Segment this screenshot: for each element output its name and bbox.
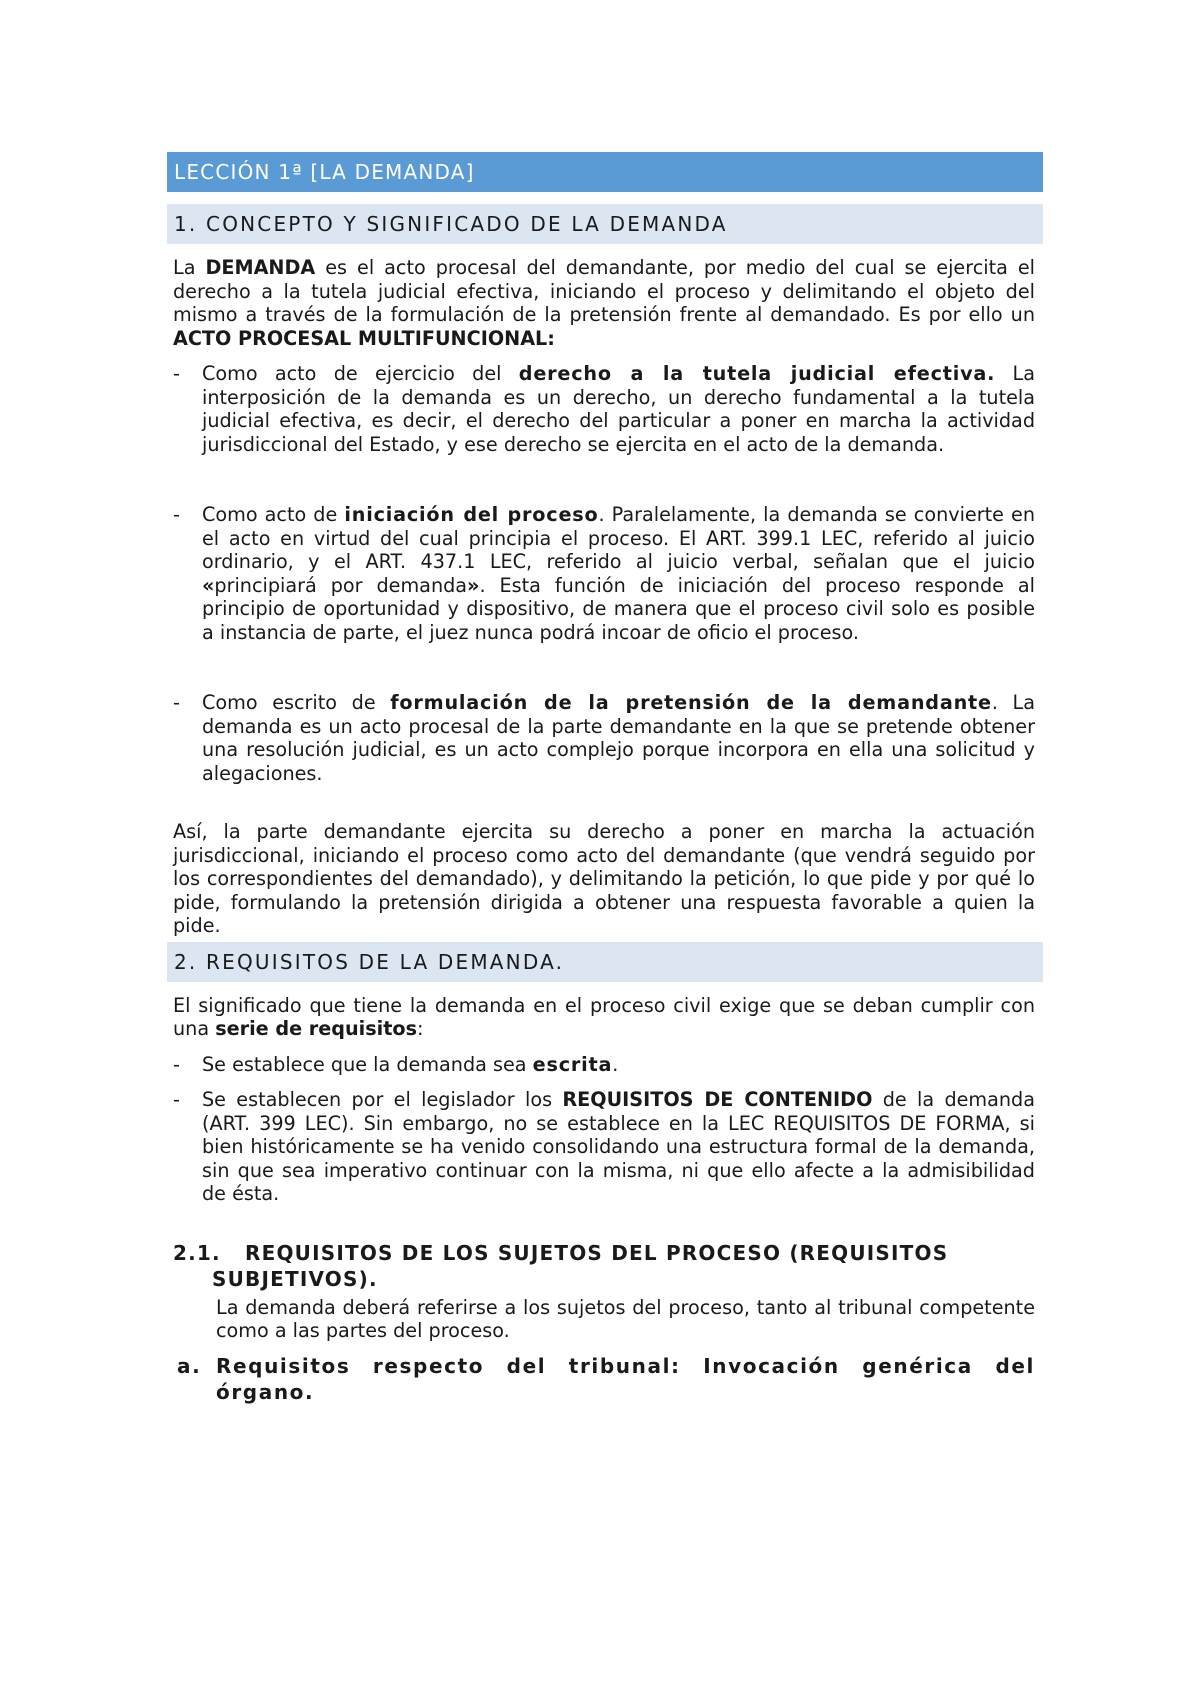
section-1-intro <box>167 256 1043 350</box>
bullet-bold: iniciación del proceso <box>344 503 599 526</box>
bullet-dash: - <box>173 503 180 526</box>
section-2-heading <box>167 942 1043 982</box>
bullet-item <box>167 362 1043 456</box>
section-1-heading <box>167 204 1043 244</box>
bullet-bold: escrita <box>532 1052 613 1076</box>
section-2-intro <box>167 994 1043 1041</box>
bullet-bold: REQUISITOS DE CONTENIDO <box>562 1088 873 1111</box>
section-1-closing: Así, la parte demandante ejercita su derecho a poner en marcha la actuación jurisdiccional, iniciando el proceso como acto del demandante (que vendrá seguido por los correspondientes del demandado), y delimitando la petición, lo que pide y por qué lo pide, formulando la pretensión dirigida a obtener una respuesta favorable a quien la pide. <box>173 820 1035 937</box>
lesson-title: LECCIÓN 1ª [LA DEMANDA] <box>174 160 475 184</box>
item-a-title: Requisitos respecto del tribunal: Invocación genérica del órgano. <box>216 1353 1035 1404</box>
section-2-title: 2. REQUISITOS DE LA DEMANDA. <box>174 949 565 974</box>
intro-text-2: : <box>417 1017 424 1040</box>
bullet-item <box>167 1088 1043 1206</box>
bullet-text: . <box>612 1052 619 1076</box>
bullet-text: Como acto de <box>202 503 345 526</box>
bullet-dash: - <box>173 1052 180 1076</box>
subsection-2-1-heading <box>167 1240 1043 1292</box>
bullet-text: principiará por demanda <box>214 573 468 597</box>
bullet-bold-quote: « <box>202 573 215 597</box>
bullet-text: Se establecen por el legislador los <box>202 1088 563 1111</box>
item-a-heading <box>167 1353 1043 1405</box>
bullet-dash: - <box>173 362 180 385</box>
bullet-bold: formulación de la pretensión de la demandante <box>390 691 992 714</box>
document-content <box>167 152 1043 1405</box>
intro-text-1: La <box>173 256 206 279</box>
bullet-bold-quote: » <box>467 573 480 597</box>
bullet-dash: - <box>173 1088 180 1111</box>
lesson-title-bar <box>167 152 1043 192</box>
item-letter: a. <box>177 1353 202 1378</box>
subsection-title-line-1: REQUISITOS DE LOS SUJETOS DEL PROCESO (REQUISITOS <box>245 1240 949 1265</box>
intro-text-2: es el acto procesal del demandante, por medio del cual se ejercita el derecho a la tutela judicial efectiva, iniciando el proceso y delimitando el objeto del mismo a través de la formulación de la pretensión frente al demandado. Es por ello un <box>173 256 1035 326</box>
subsection-number: 2.1. <box>173 1240 221 1265</box>
section-1-title: 1. CONCEPTO Y SIGNIFICADO DE LA DEMANDA <box>174 212 728 236</box>
bullet-text: de la demanda (ART. 399 LEC). Sin embargo, no se establece en la LEC REQUISITOS DE FORMA, si bien históricamente se ha venido consolidando una estructura formal de la demanda, sin que sea imperativo continuar con la misma, ni que ello afecte a la admisibilidad de ésta. <box>202 1088 1035 1205</box>
intro-bold-requisitos: serie de requisitos <box>215 1017 418 1040</box>
bullet-item <box>167 503 1043 644</box>
bullet-dash: - <box>173 691 180 714</box>
bullet-text: Como escrito de <box>202 691 391 714</box>
intro-text-1: El significado que tiene la demanda en el proceso civil exige que se deban cumplir con una <box>173 993 1035 1040</box>
intro-bold-acto: ACTO PROCESAL MULTIFUNCIONAL: <box>173 326 555 350</box>
bullet-text: Se establece que la demanda sea <box>202 1052 533 1076</box>
bullet-text: La interposición de la demanda es un derecho, un derecho fundamental a la tutela judicial efectiva, es decir, el derecho del particular a poner en marcha la actividad jurisdiccional del Estado, y ese derecho se ejercita en el acto de la demanda. <box>202 362 1035 456</box>
intro-bold-demanda: DEMANDA <box>205 256 316 279</box>
bullet-text: . Paralelamente, la demanda se convierte en el acto en virtud del cual principia el proceso. El ART. 399.1 LEC, referido al juicio ordinario, y el ART. 437.1 LEC, referido al juicio verbal, señalan que el juicio <box>202 503 1035 573</box>
bullet-text: . La demanda es un acto procesal de la parte demandante en la que se pretende obtener una resolución judicial, es un acto complejo porque incorpora en ella una solicitud y alegaciones. <box>202 691 1035 785</box>
subsection-2-1-text: La demanda deberá referirse a los sujetos del proceso, tanto al tribunal competente como a las partes del proceso. <box>216 1295 1035 1342</box>
subsection-title-line-2: SUBJETIVOS). <box>212 1266 378 1291</box>
bullet-item <box>167 1053 1043 1077</box>
bullet-item <box>167 691 1043 785</box>
bullet-text: Como acto de ejercicio del <box>202 362 519 385</box>
bullet-bold: derecho a la tutela judicial efectiva. <box>518 362 996 385</box>
bullet-text: . Esta función de iniciación del proceso responde al principio de oportunidad y dispositivo, de manera que el proceso civil solo es posible a instancia de parte, el juez nunca podrá incoar de oficio el proceso. <box>202 573 1035 644</box>
